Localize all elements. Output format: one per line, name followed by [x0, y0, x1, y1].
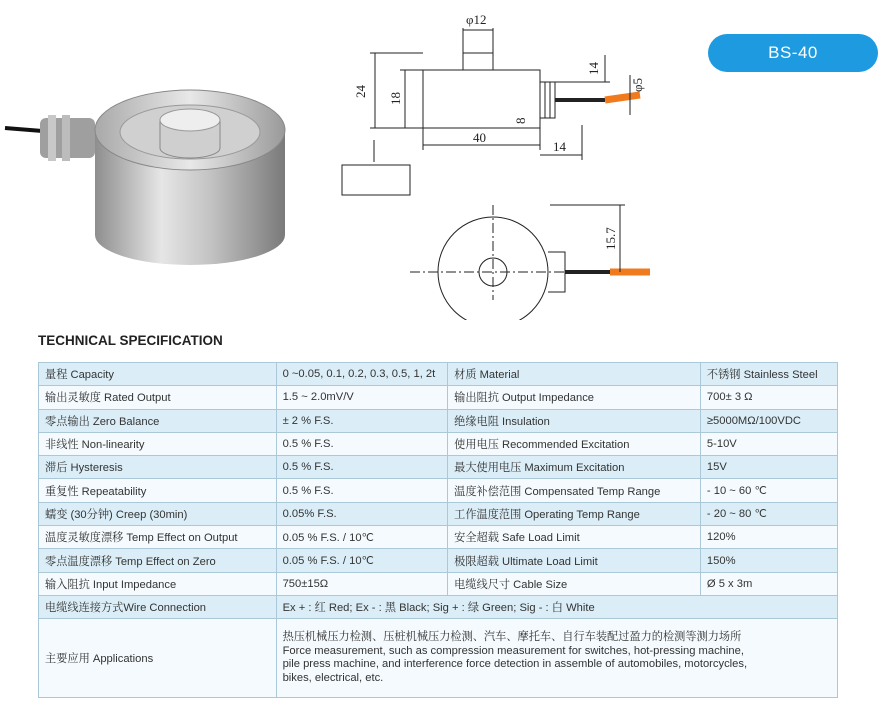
spec-label: 绝缘电阻 Insulation: [448, 409, 701, 432]
applications-label: 主要应用 Applications: [39, 619, 277, 698]
dim-diameter-12: φ12: [466, 12, 487, 27]
dim-14-top: 14: [586, 62, 601, 75]
spec-row: [39, 572, 838, 595]
dim-phi5: φ5: [630, 77, 645, 92]
spec-value: 0.05 % F.S. / 10℃: [276, 549, 448, 572]
dim-8: 8: [513, 117, 528, 124]
spec-label: 安全超载 Safe Load Limit: [448, 526, 701, 549]
spec-value: ≥5000MΩ/100VDC: [700, 409, 837, 432]
spec-value: 0.5 % F.S.: [276, 456, 448, 479]
spec-row: [39, 409, 838, 432]
spec-label: 量程 Capacity: [39, 363, 277, 386]
dimension-drawing: [330, 0, 730, 320]
dim-18: 18: [388, 92, 403, 105]
spec-value: 15V: [700, 456, 837, 479]
spec-label: 重复性 Repeatability: [39, 479, 277, 502]
spec-value: 0 ~0.05, 0.1, 0.2, 0.3, 0.5, 1, 2t: [276, 363, 448, 386]
spec-label: 最大使用电压 Maximum Excitation: [448, 456, 701, 479]
spec-label: 温度灵敏度漂移 Temp Effect on Output: [39, 526, 277, 549]
applications-line: pile press machine, and interference force detection in assemble of automobiles, motorcycles,: [282, 658, 748, 671]
spec-row: [39, 479, 838, 502]
spec-row: [39, 502, 838, 525]
dim-15-7: 15.7: [603, 227, 618, 250]
spec-label: 温度补偿范围 Compensated Temp Range: [448, 479, 701, 502]
spec-value: ± 2 % F.S.: [276, 409, 448, 432]
spec-value: 750±15Ω: [276, 572, 448, 595]
model-badge: BS-40: [708, 34, 878, 72]
spec-label: 使用电压 Recommended Excitation: [448, 432, 701, 455]
spec-value: 120%: [700, 526, 837, 549]
spec-row: [39, 386, 838, 409]
spec-value: 0.5 % F.S.: [276, 479, 448, 502]
spec-table: [38, 362, 838, 698]
section-title: TECHNICAL SPECIFICATION: [38, 333, 223, 348]
spec-row: [39, 549, 838, 572]
spec-row: [39, 363, 838, 386]
spec-label: 电缆线尺寸 Cable Size: [448, 572, 701, 595]
spec-row: [39, 456, 838, 479]
dim-24: 24: [353, 85, 368, 98]
spec-value: Ø 5 x 3m: [700, 572, 837, 595]
spec-label: 工作温度范围 Operating Temp Range: [448, 502, 701, 525]
applications-line: bikes, electrical, etc.: [282, 671, 384, 684]
spec-value: 1.5 ~ 2.0mV/V: [276, 386, 448, 409]
spec-label: 输入阻抗 Input Impedance: [39, 572, 277, 595]
spec-label: 输出灵敏度 Rated Output: [39, 386, 277, 409]
spec-row: [39, 432, 838, 455]
spec-value: 0.05 % F.S. / 10℃: [276, 526, 448, 549]
spec-label: 材质 Material: [448, 363, 701, 386]
spec-value: 5-10V: [700, 432, 837, 455]
spec-value: 不锈钢 Stainless Steel: [700, 363, 837, 386]
wire-connection-row: [39, 595, 838, 618]
spec-label: 非线性 Non-linearity: [39, 432, 277, 455]
spec-value: 150%: [700, 549, 837, 572]
spec-label: 滞后 Hysteresis: [39, 456, 277, 479]
dim-40: 40: [473, 130, 486, 145]
spec-label: 输出阻抗 Output Impedance: [448, 386, 701, 409]
wire-connection-value: Ex + : 红 Red; Ex - : 黑 Black; Sig + : 绿 Green; Sig - : 白 White: [276, 595, 837, 618]
dim-14-bottom: 14: [553, 139, 566, 154]
spec-label: 零点温度漂移 Temp Effect on Zero: [39, 549, 277, 572]
spec-value: 0.05% F.S.: [276, 502, 448, 525]
spec-row: [39, 526, 838, 549]
applications-text: [276, 619, 837, 698]
spec-label: 极限超载 Ultimate Load Limit: [448, 549, 701, 572]
applications-line: 热压机械压力检测、压桩机械压力检测、汽车、摩托车、自行车装配过盈力的检测等测力场所: [282, 631, 742, 644]
spec-value: 0.5 % F.S.: [276, 432, 448, 455]
wire-connection-label: 电缆线连接方式Wire Connection: [39, 595, 277, 618]
applications-row: [39, 619, 838, 698]
spec-label: 零点输出 Zero Balance: [39, 409, 277, 432]
spec-value: 700± 3 Ω: [700, 386, 837, 409]
product-photo: [0, 60, 330, 330]
spec-value: - 10 ~ 60 ℃: [700, 479, 837, 502]
spec-label: 蠕变 (30分钟) Creep (30min): [39, 502, 277, 525]
applications-line: Force measurement, such as compression measurement for switches, hot-pressing machine,: [282, 644, 744, 657]
spec-value: - 20 ~ 80 ℃: [700, 502, 837, 525]
